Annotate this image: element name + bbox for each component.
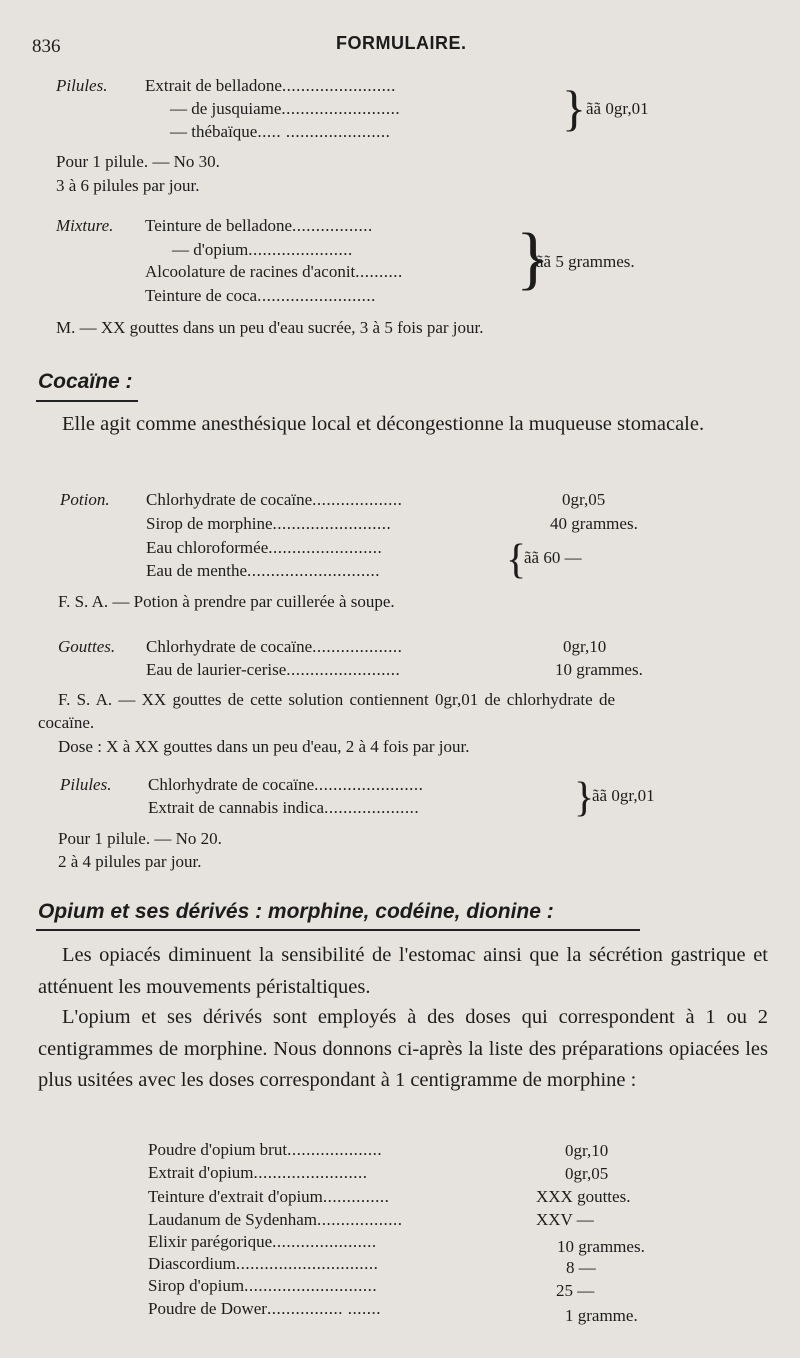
recipe-line: Alcoolature de racines d'aconit..........	[145, 262, 403, 281]
mixture-note: M. — XX gouttes dans un peu d'eau sucrée, 3 à 5 fois par jour.	[56, 318, 484, 337]
opium-prep: Teinture d'extrait d'opium..............	[148, 1187, 390, 1206]
shared-dose: ãã 5 grammes.	[536, 252, 635, 271]
brace-icon: }	[562, 80, 586, 136]
cocaine-text: Elle agit comme anesthésique local et décongestionne la muqueuse stomacale.	[62, 413, 705, 435]
brace-icon: {	[506, 537, 527, 583]
potion-note: F. S. A. — Potion à prendre par cuillerée à soupe.	[58, 592, 395, 611]
dose-value: 25 —	[556, 1281, 595, 1300]
brace-icon: }	[516, 220, 550, 297]
opium-prep: Sirop d'opium............................	[148, 1276, 378, 1295]
recipe-line: Sirop de morphine.........................	[146, 514, 392, 533]
shared-dose: ãã 60 —	[524, 548, 582, 567]
dose-value: 8 —	[566, 1258, 596, 1277]
gouttes-label: Gouttes.	[58, 637, 116, 656]
dose-value: XXV —	[536, 1210, 594, 1229]
pilule-note: 2 à 4 pilules par jour.	[58, 852, 202, 871]
section-title-opium: Opium et ses dérivés : morphine, codéine, dionine :	[38, 900, 554, 923]
section-rule	[36, 929, 640, 931]
pilules-label: Pilules.	[60, 775, 112, 794]
recipe-line: Teinture de coca.........................	[145, 286, 376, 305]
shared-dose: ãã 0gr,01	[592, 786, 655, 805]
gouttes-note: cocaïne.	[38, 713, 95, 732]
recipe-line: Chlorhydrate de cocaïne.......................	[148, 775, 424, 794]
brace-icon: }	[574, 775, 595, 821]
recipe-line: Eau de menthe............................	[146, 561, 381, 580]
section-title-cocaine: Cocaïne :	[38, 370, 133, 393]
dose-value: 40 grammes.	[550, 514, 638, 533]
recipe-line: — de jusquiame.........................	[170, 99, 401, 118]
gouttes-note: F. S. A. — XX gouttes de cette solution contiennent 0gr,01 de chlorhydrate de	[58, 690, 615, 709]
opium-paragraph-1: Les opiacés diminuent la sensibilité de l'estomac ainsi que la sécrétion gastrique et atténuent les mouvements péristaltiques.	[38, 944, 768, 998]
page-number: 836	[32, 36, 61, 57]
dose-value: 1 gramme.	[565, 1306, 638, 1325]
dose-value: 10 grammes.	[555, 660, 643, 679]
pilule-note: Pour 1 pilule. — No 20.	[58, 829, 222, 848]
shared-dose: ãã 0gr,01	[586, 99, 649, 118]
recipe-line: Chlorhydrate de cocaïne...................	[146, 637, 403, 656]
recipe-line: Extrait de cannabis indica....................	[148, 798, 420, 817]
opium-prep: Extrait d'opium........................	[148, 1163, 368, 1182]
opium-prep: Poudre d'opium brut....................	[148, 1140, 383, 1159]
dose-value: 10 grammes.	[557, 1237, 645, 1256]
dose-value: 0gr,05	[565, 1164, 609, 1183]
opium-prep: Diascordium..............................	[148, 1254, 379, 1273]
recipe-line: Extrait de belladone........................	[145, 76, 396, 95]
recipe-line: — thébaïque..... ......................	[170, 122, 391, 141]
recipe-line: Eau chloroformée........................	[146, 538, 383, 557]
recipe-line: Eau de laurier-cerise........................	[146, 660, 401, 679]
opium-prep: Laudanum de Sydenham..................	[148, 1210, 403, 1229]
gouttes-dose: Dose : X à XX gouttes dans un peu d'eau, 2 à 4 fois par jour.	[58, 737, 470, 756]
section-rule	[36, 400, 138, 402]
dose-value: 0gr,10	[563, 637, 607, 656]
opium-prep: Poudre de Dower................ .......	[148, 1299, 381, 1318]
recipe-line: Teinture de belladone.................	[145, 216, 373, 235]
pilules-label: Pilules.	[56, 76, 108, 95]
opium-prep: Elixir parégorique......................	[148, 1232, 377, 1251]
potion-label: Potion.	[60, 490, 110, 509]
dose-value: XXX gouttes.	[536, 1187, 631, 1206]
mixture-label: Mixture.	[56, 216, 114, 235]
running-head: FORMULAIRE.	[336, 33, 467, 53]
pilule-note: Pour 1 pilule. — No 30.	[56, 152, 220, 171]
dose-value: 0gr,05	[562, 490, 606, 509]
opium-paragraph-2: L'opium et ses dérivés sont employés à des doses qui correspondent à 1 ou 2 centigrammes de morphine. Nous donnons ci-après la liste des préparations opiacées les plus usitées avec les doses correspondant à 1 centigramme de morphine :	[38, 1006, 768, 1091]
recipe-line: — d'opium......................	[172, 240, 353, 259]
recipe-line: Chlorhydrate de cocaïne...................	[146, 490, 403, 509]
dose-value: 0gr,10	[565, 1141, 609, 1160]
pilule-note: 3 à 6 pilules par jour.	[56, 176, 200, 195]
